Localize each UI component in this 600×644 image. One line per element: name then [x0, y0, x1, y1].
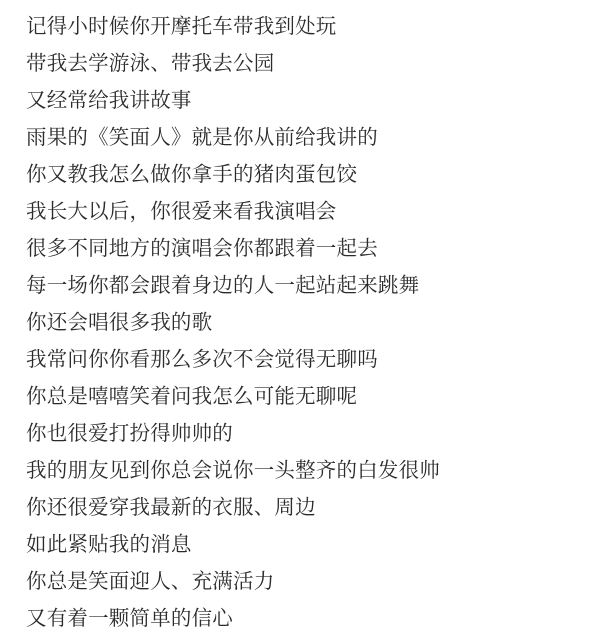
- text-line: 我长大以后，你很爱来看我演唱会: [26, 200, 337, 223]
- text-line: 每一场你都会跟着身边的人一起站起来跳舞: [26, 274, 420, 297]
- text-line: 我的朋友见到你总会说你一头整齐的白发很帅: [26, 459, 440, 482]
- text-line: 你还会唱很多我的歌: [26, 311, 213, 334]
- text-line: 你也很爱打扮得帅帅的: [26, 422, 233, 445]
- text-line: 又有着一颗简单的信心: [26, 607, 233, 630]
- text-line: 带我去学游泳、带我去公园: [26, 52, 275, 75]
- text-line: 你总是嘻嘻笑着问我怎么可能无聊呢: [26, 385, 358, 408]
- text-line: 你还很爱穿我最新的衣服、周边: [26, 496, 316, 519]
- text-line: 很多不同地方的演唱会你都跟着一起去: [26, 237, 378, 260]
- text-line: 我常问你你看那么多次不会觉得无聊吗: [26, 348, 378, 371]
- text-line: 你总是笑面迎人、充满活力: [26, 570, 275, 593]
- text-line: 雨果的《笑面人》就是你从前给我讲的: [26, 126, 378, 149]
- text-line: 记得小时候你开摩托车带我到处玩: [26, 15, 337, 38]
- text-line: 如此紧贴我的消息: [26, 533, 192, 556]
- text-line: 又经常给我讲故事: [26, 89, 192, 112]
- text-line: 你又教我怎么做你拿手的猪肉蛋包饺: [26, 163, 358, 186]
